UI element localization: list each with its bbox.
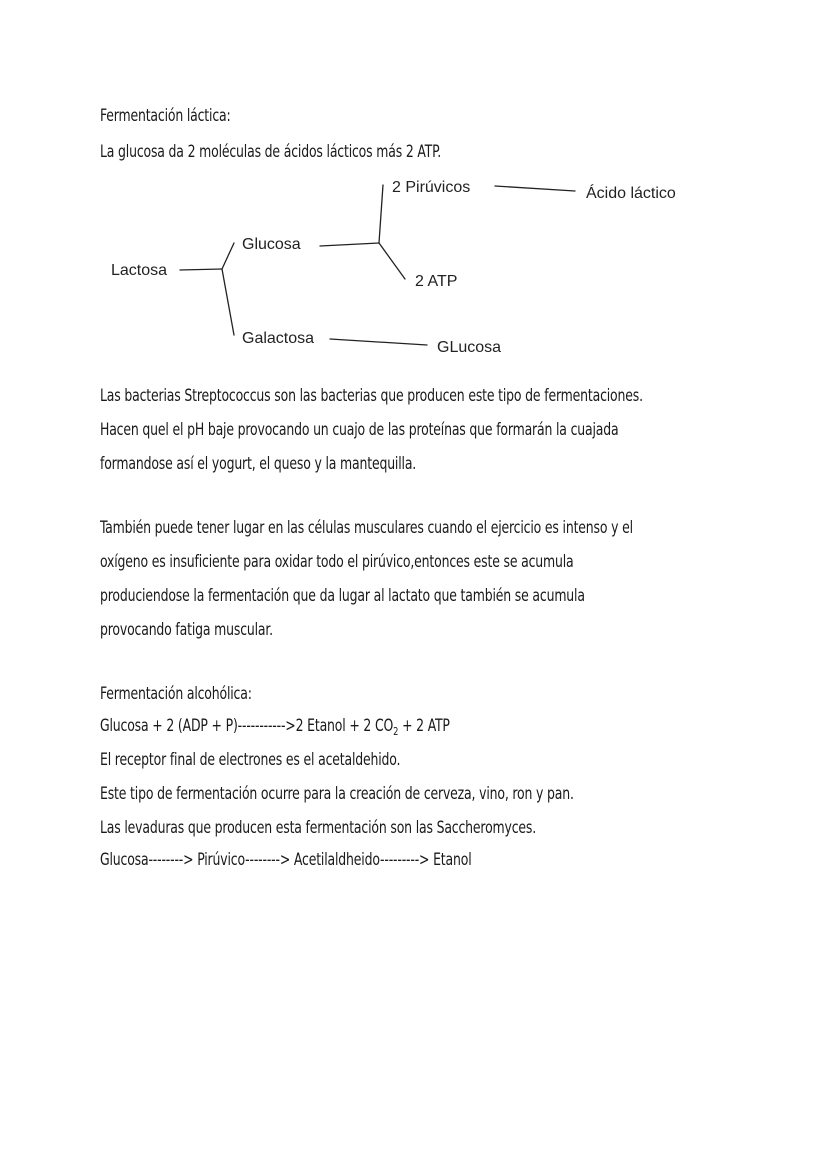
label-lactosa: Lactosa — [111, 262, 168, 279]
line-glucosa-node — [320, 243, 379, 246]
line-piruvicos-acido — [495, 186, 575, 191]
alcoholic-line-1: El receptor final de electrones es el acetaldehido. — [100, 750, 401, 769]
alcoholic-equation: Glucosa + 2 (ADP + P)----------->2 Etanol + 2 $CO_2 + 2$ ATP — [100, 716, 450, 738]
label-glucosa-2: GLucosa — [437, 339, 502, 356]
label-glucosa: Glucosa — [242, 236, 301, 253]
line-branch-up — [222, 243, 234, 269]
alcoholic-line-2: Este tipo de fermentación ocurre para la creación de cerveza, vino, ron y pan. — [100, 784, 574, 803]
alcoholic-heading: Fermentación alcohólica: — [100, 684, 252, 703]
alcoholic-line-3: Las levaduras que producen esta fermentación son las Saccheromyces. — [100, 818, 537, 837]
para1-line-2: Hacen quel el pH baje provocando un cuajo de las proteínas que formarán la cuajada — [100, 420, 619, 439]
lactic-heading: Fermentación láctica: — [100, 106, 231, 125]
label-atp: 2 ATP — [415, 273, 458, 290]
para2-line-1: También puede tener lugar en las células musculares cuando el ejercicio es intenso y el — [100, 518, 633, 537]
alcoholic-line-4: Glucosa--------> Pirúvico--------> Acetilaldheido---------> Etanol — [100, 850, 472, 869]
para2-line-2: oxígeno es insuficiente para oxidar todo el pirúvico,entonces este se acumula — [100, 552, 574, 571]
para1-line-3: formandose así el yogurt, el queso y la mantequilla. — [100, 454, 417, 473]
line-node-up — [379, 185, 383, 243]
para1-line-1: Las bacterias Streptococcus son las bacterias que producen este tipo de fermentaciones. — [100, 386, 643, 405]
para2-line-4: provocando fatiga muscular. — [100, 620, 273, 639]
line-galactosa-glucosa — [330, 339, 427, 345]
line-node-down — [379, 243, 405, 279]
label-galactosa: Galactosa — [242, 330, 315, 347]
label-acido-lactico: Ácido láctico — [586, 185, 676, 202]
lactic-intro: La glucosa da 2 moléculas de ácidos lácticos más 2 ATP. — [100, 142, 442, 161]
line-lactosa-branch — [180, 269, 222, 270]
para2-line-3: produciendose la fermentación que da lugar al lactato que también se acumula — [100, 586, 585, 605]
label-piruvicos: 2 Pirúvicos — [392, 179, 471, 196]
line-branch-down — [222, 269, 234, 335]
lactose-diagram — [0, 0, 828, 380]
